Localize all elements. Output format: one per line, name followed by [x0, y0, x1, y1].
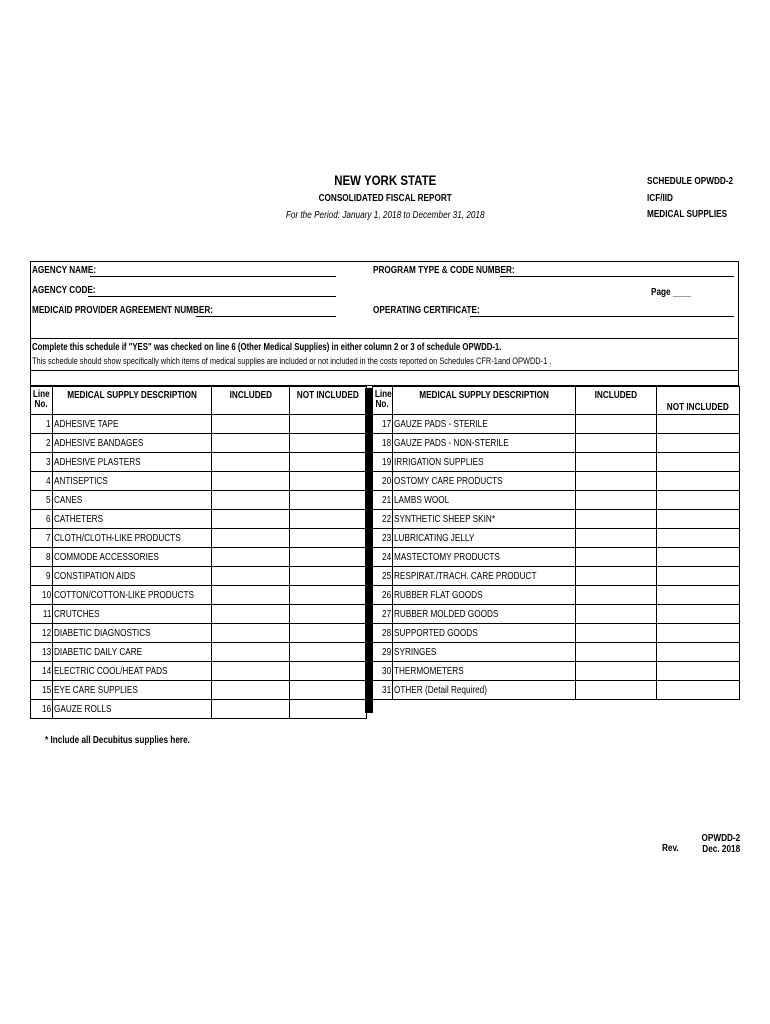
supply-description: SUPPORTED GOODS: [393, 624, 576, 643]
line-number: 4: [31, 472, 53, 491]
not-included-header: NOT INCLUDED: [657, 387, 740, 415]
table-row: [31, 624, 367, 643]
table-row: [373, 586, 740, 605]
included-cell[interactable]: [212, 548, 290, 567]
included-cell[interactable]: [212, 567, 290, 586]
line-number: 11: [31, 605, 53, 624]
line-no-header: Line No.: [31, 387, 53, 415]
line-number: 16: [31, 700, 53, 719]
supply-description: ADHESIVE TAPE: [53, 415, 212, 434]
included-cell[interactable]: [212, 624, 290, 643]
included-cell[interactable]: [576, 453, 657, 472]
footnote: * Include all Decubitus supplies here.: [45, 735, 190, 746]
page-title: NEW YORK STATE: [333, 172, 437, 188]
not-included-cell[interactable]: [290, 548, 367, 567]
supply-description: DIABETIC DIAGNOSTICS: [53, 624, 212, 643]
program-type-field[interactable]: [500, 276, 734, 277]
included-cell[interactable]: [576, 529, 657, 548]
table-row: [31, 681, 367, 700]
line-number: 19: [373, 453, 393, 472]
included-cell[interactable]: [576, 472, 657, 491]
included-header: INCLUDED: [212, 387, 290, 415]
table-row: [373, 529, 740, 548]
supply-description: ELECTRIC COOL/HEAT PADS: [53, 662, 212, 681]
supply-description: LUBRICATING JELLY: [393, 529, 576, 548]
line-number: 17: [373, 415, 393, 434]
not-included-cell[interactable]: [290, 491, 367, 510]
supply-description: CATHETERS: [53, 510, 212, 529]
not-included-cell[interactable]: [657, 681, 740, 700]
supply-description: EYE CARE SUPPLIES: [53, 681, 212, 700]
table-row: [373, 567, 740, 586]
fields-divider: [30, 338, 739, 339]
table-row: [31, 662, 367, 681]
instructions-line-2: This schedule should show specifically which items of medical supplies are included or not included in the costs reported on Schedules CFR-1and OPWDD-1 .: [32, 356, 552, 367]
line-number: 1: [31, 415, 53, 434]
not-included-header: NOT INCLUDED: [290, 387, 367, 415]
table-row: [31, 415, 367, 434]
supply-description: GAUZE PADS - STERILE: [393, 415, 576, 434]
included-cell[interactable]: [212, 510, 290, 529]
table-row: [31, 700, 367, 719]
table-row: [373, 510, 740, 529]
table-row: [31, 643, 367, 662]
not-included-cell[interactable]: [290, 605, 367, 624]
supply-description: THERMOMETERS: [393, 662, 576, 681]
description-header: MEDICAL SUPPLY DESCRIPTION: [393, 387, 576, 415]
included-cell[interactable]: [212, 434, 290, 453]
included-cell[interactable]: [576, 662, 657, 681]
not-included-cell[interactable]: [657, 662, 740, 681]
included-cell[interactable]: [576, 434, 657, 453]
supply-description: RUBBER MOLDED GOODS: [393, 605, 576, 624]
table-row: [31, 605, 367, 624]
supply-description: ADHESIVE BANDAGES: [53, 434, 212, 453]
line-number: 31: [373, 681, 393, 700]
supply-description: CRUTCHES: [53, 605, 212, 624]
not-included-cell[interactable]: [657, 434, 740, 453]
line-number: 18: [373, 434, 393, 453]
included-cell[interactable]: [576, 681, 657, 700]
revision-label: Rev.: [662, 843, 679, 854]
supply-description: GAUZE PADS - NON-STERILE: [393, 434, 576, 453]
line-number: 21: [373, 491, 393, 510]
supply-description: IRRIGATION SUPPLIES: [393, 453, 576, 472]
line-number: 12: [31, 624, 53, 643]
table-row: [373, 453, 740, 472]
table-row: [31, 472, 367, 491]
line-number: 23: [373, 529, 393, 548]
line-number: 10: [31, 586, 53, 605]
supply-description: CLOTH/CLOTH-LIKE PRODUCTS: [53, 529, 212, 548]
included-cell[interactable]: [576, 643, 657, 662]
line-number: 3: [31, 453, 53, 472]
agency-name-field[interactable]: [90, 276, 336, 277]
line-number: 14: [31, 662, 53, 681]
program-type-label: PROGRAM TYPE & CODE NUMBER:: [373, 265, 515, 276]
line-number: 30: [373, 662, 393, 681]
instructions-divider: [30, 370, 739, 371]
line-number: 24: [373, 548, 393, 567]
table-row: [31, 529, 367, 548]
supply-description: CONSTIPATION AIDS: [53, 567, 212, 586]
not-included-cell[interactable]: [290, 510, 367, 529]
table-row: [31, 491, 367, 510]
not-included-cell[interactable]: [657, 567, 740, 586]
supply-description: COTTON/COTTON-LIKE PRODUCTS: [53, 586, 212, 605]
line-number: 25: [373, 567, 393, 586]
line-number: 28: [373, 624, 393, 643]
line-number: 2: [31, 434, 53, 453]
not-included-cell[interactable]: [290, 700, 367, 719]
supply-description: SYRINGES: [393, 643, 576, 662]
page-number: Page ____: [651, 287, 692, 298]
not-included-cell[interactable]: [290, 643, 367, 662]
line-number: 8: [31, 548, 53, 567]
right-supply-table: [372, 386, 740, 700]
description-header: MEDICAL SUPPLY DESCRIPTION: [53, 387, 212, 415]
not-included-cell[interactable]: [657, 529, 740, 548]
included-cell[interactable]: [576, 567, 657, 586]
included-cell[interactable]: [576, 624, 657, 643]
schedule-name: MEDICAL SUPPLIES: [647, 209, 728, 220]
line-number: 15: [31, 681, 53, 700]
included-cell[interactable]: [212, 529, 290, 548]
line-number: 26: [373, 586, 393, 605]
included-header: INCLUDED: [576, 387, 657, 415]
supply-description: ANTISEPTICS: [53, 472, 212, 491]
included-cell[interactable]: [212, 415, 290, 434]
report-period: For the Period: January 1, 2018 to December 31, 2018: [285, 210, 485, 221]
line-number: 27: [373, 605, 393, 624]
table-row: [373, 681, 740, 700]
included-cell[interactable]: [212, 700, 290, 719]
line-number: 6: [31, 510, 53, 529]
included-cell[interactable]: [576, 491, 657, 510]
table-row: [373, 643, 740, 662]
included-cell[interactable]: [212, 681, 290, 700]
included-cell[interactable]: [212, 662, 290, 681]
not-included-cell[interactable]: [657, 415, 740, 434]
supply-description: GAUZE ROLLS: [53, 700, 212, 719]
table-header-row: [373, 387, 740, 415]
table-row: [31, 567, 367, 586]
medicaid-agreement-field[interactable]: [196, 316, 336, 317]
not-included-cell[interactable]: [290, 624, 367, 643]
medicaid-agreement-label: MEDICAID PROVIDER AGREEMENT NUMBER:: [32, 305, 214, 316]
not-included-cell[interactable]: [657, 491, 740, 510]
agency-code-label: AGENCY CODE:: [32, 285, 96, 296]
not-included-cell[interactable]: [290, 662, 367, 681]
agency-code-field[interactable]: [88, 296, 336, 297]
instructions-line-1: Complete this schedule if "YES" was checked on line 6 (Other Medical Supplies) in either column 2 or 3 of schedule OPWDD-1.: [32, 342, 502, 353]
not-included-cell[interactable]: [657, 510, 740, 529]
supply-description: ADHESIVE PLASTERS: [53, 453, 212, 472]
schedule-facility-type: ICF/IID: [647, 193, 673, 204]
not-included-cell[interactable]: [657, 453, 740, 472]
not-included-cell[interactable]: [657, 624, 740, 643]
not-included-cell[interactable]: [657, 472, 740, 491]
line-number: 9: [31, 567, 53, 586]
included-cell[interactable]: [576, 510, 657, 529]
not-included-cell[interactable]: [290, 567, 367, 586]
not-included-cell[interactable]: [290, 453, 367, 472]
operating-certificate-label: OPERATING CERTIFICATE:: [373, 305, 480, 316]
table-row: [373, 472, 740, 491]
line-no-header: Line No.: [373, 387, 393, 415]
included-cell[interactable]: [576, 586, 657, 605]
table-row: [373, 415, 740, 434]
included-cell[interactable]: [212, 472, 290, 491]
supply-description: OSTOMY CARE PRODUCTS: [393, 472, 576, 491]
included-cell[interactable]: [576, 415, 657, 434]
table-row: [31, 434, 367, 453]
not-included-cell[interactable]: [290, 681, 367, 700]
line-number: 13: [31, 643, 53, 662]
included-cell[interactable]: [212, 605, 290, 624]
table-header-row: [31, 387, 367, 415]
included-cell[interactable]: [576, 605, 657, 624]
line-number: 5: [31, 491, 53, 510]
not-included-cell[interactable]: [290, 472, 367, 491]
not-included-cell[interactable]: [657, 643, 740, 662]
form-frame: [30, 261, 739, 386]
not-included-cell[interactable]: [657, 548, 740, 567]
left-supply-table: [30, 386, 367, 719]
table-row: [373, 434, 740, 453]
supply-description: DIABETIC DAILY CARE: [53, 643, 212, 662]
supply-description: CANES: [53, 491, 212, 510]
supply-description: SYNTHETIC SHEEP SKIN*: [393, 510, 576, 529]
supply-description: COMMODE ACCESSORIES: [53, 548, 212, 567]
table-row: [373, 605, 740, 624]
line-number: 7: [31, 529, 53, 548]
report-subtitle: CONSOLIDATED FISCAL REPORT: [318, 193, 452, 204]
table-row: [373, 548, 740, 567]
line-number: 22: [373, 510, 393, 529]
revision-date: Dec. 2018: [702, 844, 740, 855]
operating-certificate-field[interactable]: [470, 316, 734, 317]
included-cell[interactable]: [212, 643, 290, 662]
supply-description: RESPIRAT./TRACH. CARE PRODUCT: [393, 567, 576, 586]
supply-description: RUBBER FLAT GOODS: [393, 586, 576, 605]
not-included-cell[interactable]: [657, 586, 740, 605]
table-row: [31, 453, 367, 472]
included-cell[interactable]: [576, 548, 657, 567]
line-number: 29: [373, 643, 393, 662]
table-row: [31, 510, 367, 529]
not-included-cell[interactable]: [657, 605, 740, 624]
line-number: 20: [373, 472, 393, 491]
table-row: [31, 586, 367, 605]
included-cell[interactable]: [212, 453, 290, 472]
agency-name-label: AGENCY NAME:: [32, 265, 97, 276]
supply-description: MASTECTOMY PRODUCTS: [393, 548, 576, 567]
revision-code: OPWDD-2 Dec. 2018: [701, 833, 740, 855]
included-cell[interactable]: [212, 491, 290, 510]
included-cell[interactable]: [212, 586, 290, 605]
supply-description: OTHER (Detail Required): [393, 681, 576, 700]
table-row: [31, 548, 367, 567]
table-row: [373, 624, 740, 643]
supply-description: LAMBS WOOL: [393, 491, 576, 510]
not-included-cell[interactable]: [290, 529, 367, 548]
not-included-cell[interactable]: [290, 586, 367, 605]
table-row: [373, 491, 740, 510]
schedule-id: SCHEDULE OPWDD-2: [647, 176, 734, 187]
table-row: [373, 662, 740, 681]
not-included-cell[interactable]: [290, 434, 367, 453]
not-included-cell[interactable]: [290, 415, 367, 434]
